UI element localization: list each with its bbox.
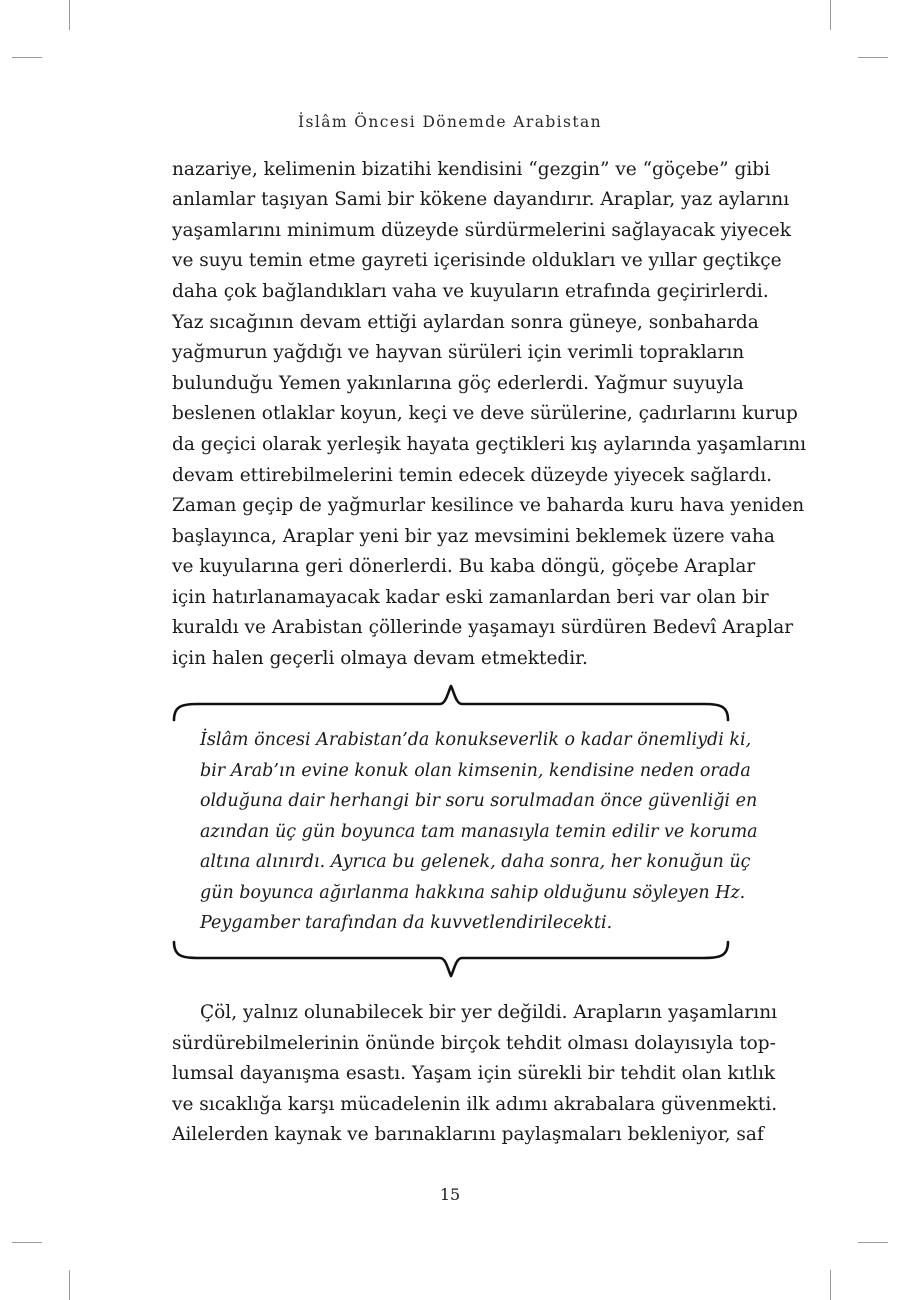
text-line: ve kuyularına geri dönerlerdi. Bu kaba döngü, göçebe Araplar	[172, 556, 756, 577]
text-line: başlayınca, Araplar yeni bir yaz mevsimini beklemek üzere vaha	[172, 526, 775, 547]
text-line: da geçici olarak yerleşik hayata geçtikleri kış aylarında yaşamlarını	[172, 434, 807, 455]
quote-line: Peygamber tarafından da kuvvetlendirilecekti.	[200, 913, 613, 933]
quote-line: İslâm öncesi Arabistan’da konukseverlik o kadar önemliydi ki,	[200, 730, 752, 750]
text-line: bulunduğu Yemen yakınlarına göç ederlerdi. Yağmur suyuyla	[172, 373, 744, 394]
text-line: için hatırlanamayacak kadar eski zamanlardan beri var olan bir	[172, 587, 769, 608]
crop-mark	[69, 0, 70, 30]
crop-mark	[858, 57, 888, 58]
quote-line: olduğuna dair herhangi bir soru sorulmadan önce güvenliği en	[200, 791, 758, 811]
text-line: yağmurun yağdığı ve hayvan sürüleri için verimli toprakların	[172, 342, 745, 363]
text-line: lumsal dayanışma esastı. Yaşam için sürekli bir tehdit olan kıtlık	[172, 1063, 776, 1084]
crop-mark	[830, 0, 831, 30]
crop-mark	[69, 1270, 70, 1300]
text-line: devam ettirebilmelerini temin edecek düzeyde yiyecek sağlardı.	[172, 465, 773, 486]
text-line: ve sıcaklığa karşı mücadelenin ilk adımı akrabalara güvenmekti.	[172, 1094, 778, 1115]
text-line: ve suyu temin etme gayreti içerisinde oldukları ve yıllar geçtikçe	[172, 250, 782, 271]
crop-mark	[12, 57, 42, 58]
quote-line: bir Arab’ın evine konuk olan kimsenin, kendisine neden orada	[200, 761, 751, 781]
crop-mark	[858, 1242, 888, 1243]
text-line: Çöl, yalnız olunabilecek bir yer değildi. Arapların yaşamlarını	[200, 1002, 778, 1023]
text-line: anlamlar taşıyan Sami bir kökene dayandırır. Araplar, yaz aylarını	[172, 189, 790, 210]
quote-bottom-brace	[166, 938, 736, 982]
text-line: nazariye, kelimenin bizatihi kendisini “gezgin” ve “göçebe” gibi	[172, 159, 770, 180]
running-header: İslâm Öncesi Dönemde Arabistan	[297, 113, 603, 131]
text-line: için halen geçerli olmaya devam etmektedir.	[172, 648, 588, 669]
text-line: daha çok bağlandıkları vaha ve kuyuların etrafında geçirirlerdi.	[172, 281, 769, 302]
quote-line: azından üç gün boyunca tam manasıyla temin edilir ve koruma	[200, 822, 758, 842]
text-line: Ailelerden kaynak ve barınaklarını paylaşmaları bekleniyor, saf	[172, 1124, 764, 1145]
quote-top-brace	[166, 680, 736, 724]
text-line: Zaman geçip de yağmurlar kesilince ve baharda kuru hava yeniden	[172, 495, 805, 516]
page-number: 15	[439, 1185, 461, 1204]
crop-mark	[12, 1242, 42, 1243]
text-line: sürdürebilmelerinin önünde birçok tehdit olması dolayısıyla top-	[172, 1033, 776, 1054]
quote-line: altına alınırdı. Ayrıca bu gelenek, daha sonra, her konuğun üç	[200, 852, 751, 872]
crop-mark	[830, 1270, 831, 1300]
text-line: Yaz sıcağının devam ettiği aylardan sonra güneye, sonbaharda	[172, 312, 759, 333]
text-line: beslenen otlaklar koyun, keçi ve deve sürülerine, çadırlarını kurup	[172, 403, 798, 424]
quote-line: gün boyunca ağırlanma hakkına sahip olduğunu söyleyen Hz.	[200, 883, 746, 903]
text-line: kuraldı ve Arabistan çöllerinde yaşamayı sürdüren Bedevî Araplar	[172, 617, 794, 638]
text-line: yaşamlarını minimum düzeyde sürdürmelerini sağlayacak yiyecek	[172, 220, 791, 241]
